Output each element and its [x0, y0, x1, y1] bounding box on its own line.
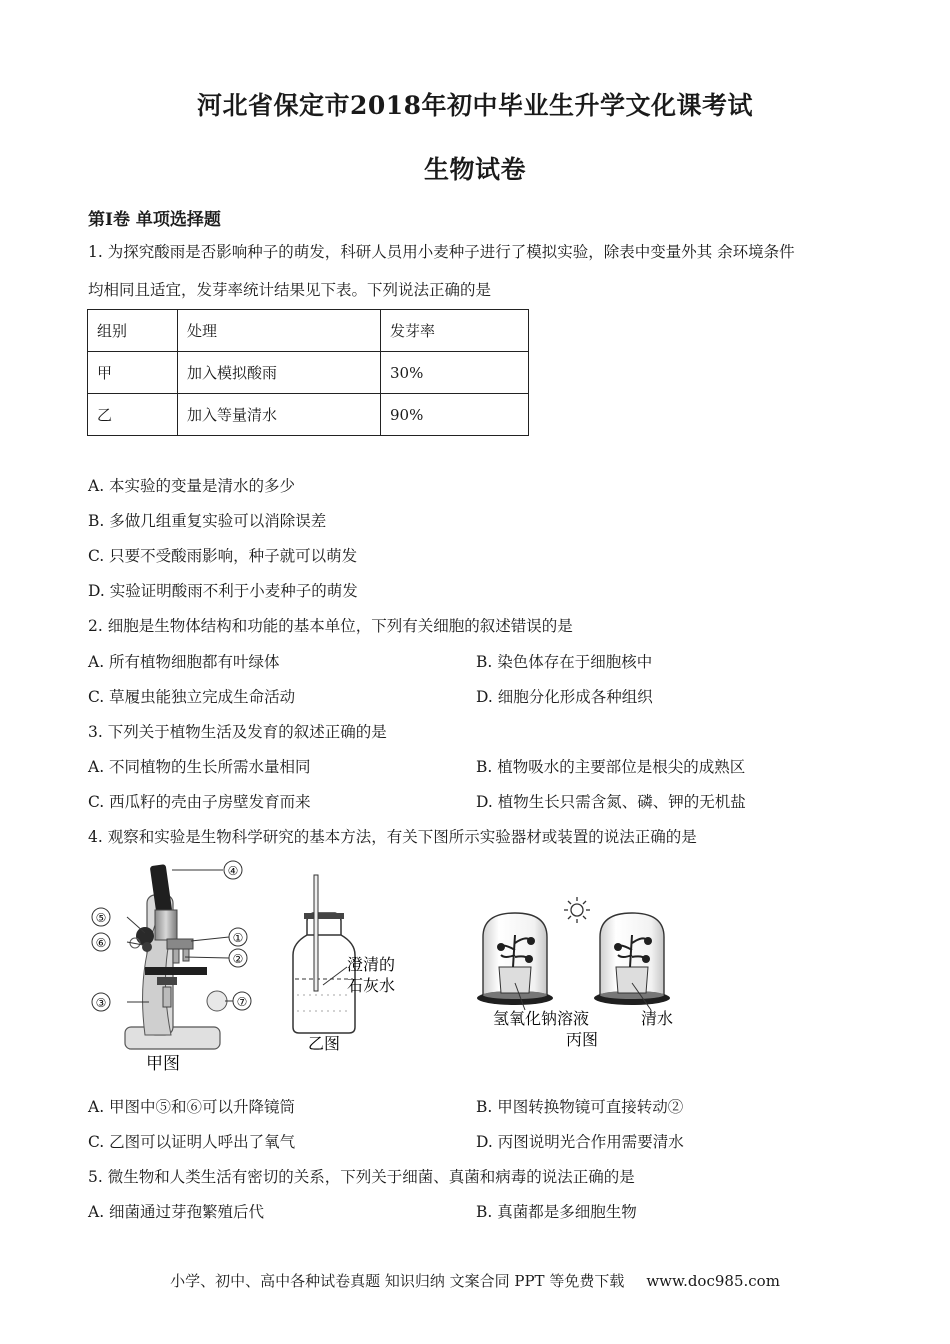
- table-cell: 30%: [381, 352, 529, 394]
- q3-option-c: C. 西瓜籽的壳由子房壁发育而来: [88, 793, 311, 811]
- q4-figure: [85, 855, 705, 1080]
- q3-option-d: D. 植物生长只需含氮、磷、钾的无机盐: [476, 793, 746, 811]
- exam-subtitle: 生物试卷: [423, 155, 526, 184]
- limewater-jar-illustration: [293, 875, 355, 1033]
- q4-option-b: B. 甲图转换物镜可直接转动②: [476, 1098, 684, 1116]
- table-header-cell: 发芽率: [381, 310, 529, 352]
- q1-stem-line2: 均相同且适宜，发芽率统计结果见下表。下列说法正确的是: [88, 281, 492, 299]
- jar-label-line2: 石灰水: [347, 976, 396, 995]
- q1-option-c: C. 只要不受酸雨影响，种子就可以萌发: [88, 547, 358, 565]
- q4-option-a: A. 甲图中⑤和⑥可以升降镜筒: [88, 1098, 296, 1116]
- microscope-callout: ①: [232, 931, 244, 945]
- q2-option-d: D. 细胞分化形成各种组织: [476, 688, 653, 706]
- table-cell: 90%: [381, 394, 529, 436]
- q4-option-d: D. 丙图说明光合作用需要清水: [476, 1133, 684, 1151]
- table-cell: 加入模拟酸雨: [178, 352, 381, 394]
- q3-option-b: B. 植物吸水的主要部位是根尖的成熟区: [476, 758, 746, 776]
- bell-left-label: 氢氧化钠溶液: [493, 1009, 590, 1028]
- q4-stem: 4. 观察和实验是生物科学研究的基本方法，有关下图所示实验器材或装置的说法正确的是: [88, 828, 697, 846]
- q1-option-d: D. 实验证明酸雨不利于小麦种子的萌发: [88, 582, 358, 600]
- bell-right-label: 清水: [641, 1009, 674, 1028]
- table-row: [88, 394, 529, 436]
- microscope-caption: 甲图: [146, 1054, 180, 1074]
- microscope-callout: ③: [95, 996, 107, 1010]
- table-header-row: [88, 310, 529, 352]
- jar-caption: 乙图: [307, 1034, 341, 1053]
- table-cell: 乙: [88, 394, 178, 436]
- q2-stem: 2. 细胞是生物体结构和功能的基本单位，下列有关细胞的叙述错误的是: [88, 617, 573, 635]
- table-cell: 甲: [88, 352, 178, 394]
- microscope-callout: ④: [227, 864, 239, 878]
- q2-option-c: C. 草履虫能独立完成生命活动: [88, 688, 296, 706]
- q4-option-c: C. 乙图可以证明人呼出了氧气: [88, 1133, 296, 1151]
- footer-text: 小学、初中、高中各种试卷真题 知识归纳 文案合同 PPT 等免费下载: [170, 1272, 625, 1290]
- footer-site-link[interactable]: www.doc985.com: [646, 1272, 780, 1290]
- q1-option-a: A. 本实验的变量是清水的多少: [88, 477, 296, 495]
- bell-jar-experiment-illustration: [477, 897, 670, 1010]
- microscope-callout: ⑤: [95, 911, 107, 925]
- q5-option-b: B. 真菌都是多细胞生物: [476, 1203, 637, 1221]
- q3-option-a: A. 不同植物的生长所需水量相同: [88, 758, 311, 776]
- q1-stem-line1: 1. 为探究酸雨是否影响种子的萌发，科研人员用小麦种子进行了模拟实验，除表中变量外其 余环境条件: [88, 243, 795, 261]
- microscope-callout: ⑥: [95, 936, 107, 950]
- microscope-callout: ②: [232, 952, 244, 966]
- q2-option-a: A. 所有植物细胞都有叶绿体: [88, 653, 280, 671]
- table-cell: 加入等量清水: [178, 394, 381, 436]
- table-header-cell: 处理: [178, 310, 381, 352]
- bell-caption: 丙图: [565, 1030, 599, 1049]
- q5-stem: 5. 微生物和人类生活有密切的关系，下列关于细菌、真菌和病毒的说法正确的是: [88, 1168, 635, 1186]
- q3-stem: 3. 下列关于植物生活及发育的叙述正确的是: [88, 723, 387, 741]
- exam-title: 河北省保定市2018年初中毕业生升学文化课考试: [196, 91, 754, 120]
- microscope-callout: ⑦: [236, 995, 248, 1009]
- table-header-cell: 组别: [88, 310, 178, 352]
- q1-option-b: B. 多做几组重复实验可以消除误差: [88, 512, 327, 530]
- page-footer: [0, 1270, 950, 1291]
- q1-data-table: [87, 309, 529, 436]
- microscope-illustration: [125, 864, 227, 1049]
- q2-option-b: B. 染色体存在于细胞核中: [476, 653, 653, 671]
- section-heading: 第Ⅰ卷 单项选择题: [88, 210, 221, 230]
- table-row: [88, 352, 529, 394]
- q5-option-a: A. 细菌通过芽孢繁殖后代: [88, 1203, 265, 1221]
- sun-icon: [564, 897, 590, 923]
- jar-label-line1: 澄清的: [347, 955, 396, 974]
